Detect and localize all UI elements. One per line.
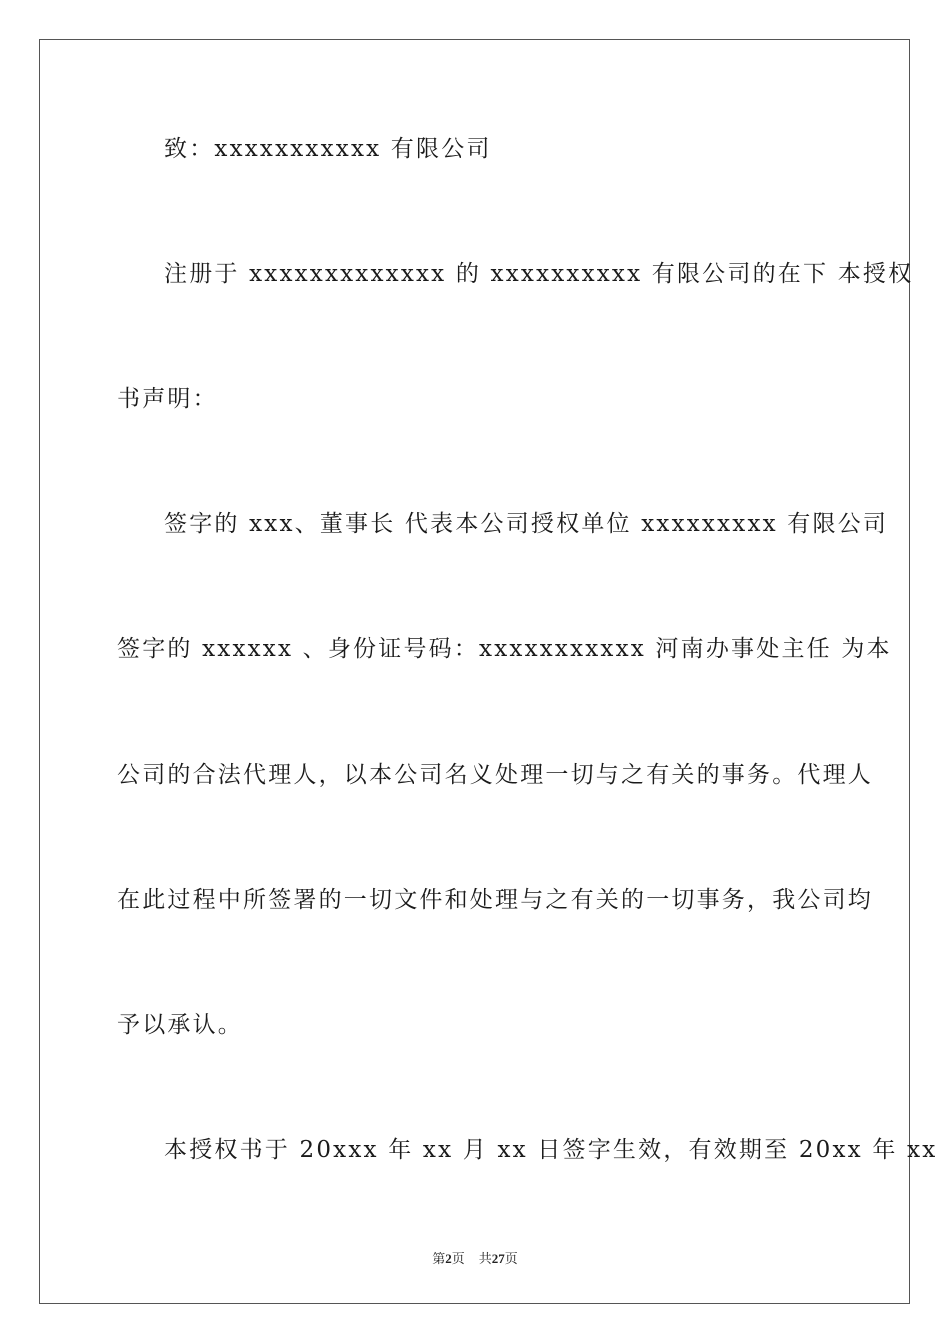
total-suffix: 页 xyxy=(504,1251,518,1266)
body-line: 公司的合法代理人，以本公司名义处理一切与之有关的事务。代理人 xyxy=(117,762,873,788)
body-line: 在此过程中所签署的一切文件和处理与之有关的一切事务，我公司均 xyxy=(117,887,873,913)
page-number: 2 xyxy=(445,1251,452,1266)
page-border xyxy=(39,39,910,1304)
body-line: 签字的 xxx、董事长 代表本公司授权单位 xxxxxxxxx 有限公司 xyxy=(164,511,889,537)
page-suffix: 页 xyxy=(451,1251,465,1266)
body-line: 签字的 xxxxxx 、身份证号码：xxxxxxxxxxx 河南办事处主任 为本 xyxy=(117,636,892,662)
total-pages: 27 xyxy=(491,1251,505,1266)
body-line: 予以承认。 xyxy=(117,1012,243,1038)
body-line: 注册于 xxxxxxxxxxxxx 的 xxxxxxxxxx 有限公司的在下 本授权 xyxy=(164,261,914,287)
page-footer xyxy=(0,1248,950,1267)
addressee-line: 致：xxxxxxxxxxx 有限公司 xyxy=(164,136,492,162)
body-line: 本授权书于 20xxx 年 xx 月 xx 日签字生效，有效期至 20xx 年 xx xyxy=(164,1137,938,1163)
body-line: 书声明： xyxy=(117,386,218,412)
total-prefix: 共 xyxy=(478,1251,492,1266)
page-prefix: 第 xyxy=(432,1251,446,1266)
